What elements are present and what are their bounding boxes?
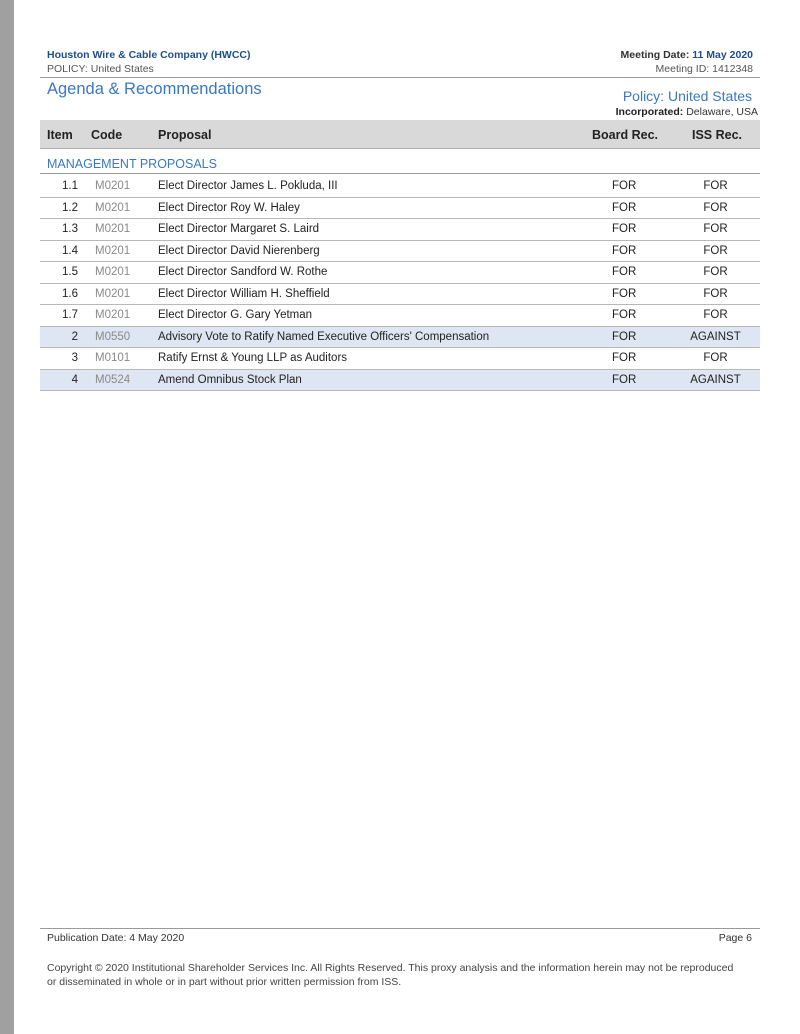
copyright-notice: Copyright © 2020 Institutional Shareholder Services Inc. All Rights Reserved. This proxy analysis and the information herein may not be reproduced or disseminated in whole or in part without prior written permission from ISS. [47, 962, 734, 988]
policy-label: Policy: United States [622, 88, 752, 104]
row-code: M0201 [95, 309, 131, 321]
row-proposal: Elect Director William H. Sheffield [158, 287, 330, 300]
row-proposal: Elect Director Margaret S. Laird [158, 223, 320, 235]
row-code: M0101 [95, 352, 131, 364]
row-item-number: 1.5 [62, 266, 78, 278]
column-header-item: Item [47, 128, 73, 142]
section-label: MANAGEMENT PROPOSALS [47, 157, 217, 171]
table-row [40, 241, 760, 263]
table-row [40, 198, 760, 220]
row-code: M0201 [95, 180, 131, 192]
row-proposal: Elect Director Roy W. Haley [158, 201, 300, 214]
row-board-rec: FOR [612, 201, 637, 214]
row-item-number: 4 [71, 373, 78, 386]
table-row [40, 262, 760, 284]
row-board-rec: FOR [612, 373, 637, 386]
row-code: M0201 [95, 223, 131, 235]
row-board-rec: FOR [612, 180, 637, 192]
table-row [40, 176, 760, 198]
column-header-proposal: Proposal [158, 128, 212, 142]
row-code: M0201 [95, 266, 131, 278]
table-row [40, 219, 760, 241]
row-item-number: 3 [71, 352, 78, 364]
header-divider [40, 77, 760, 78]
row-code: M0201 [95, 201, 131, 214]
page-title: Agenda & Recommendations [47, 80, 262, 98]
document-page [40, 0, 760, 1034]
meeting-date-value: 11 May 2020 [692, 49, 753, 61]
company-name: Houston Wire & Cable Company (HWCC) [47, 49, 251, 61]
table-row [40, 370, 760, 392]
left-margin-bar [0, 0, 14, 1034]
row-iss-rec: FOR [703, 352, 728, 364]
row-proposal: Amend Omnibus Stock Plan [158, 373, 302, 386]
row-iss-rec: AGAINST [690, 373, 741, 386]
row-proposal: Elect Director David Nierenberg [158, 244, 320, 257]
column-header-code: Code [91, 128, 123, 142]
row-item-number: 1.1 [62, 180, 78, 192]
row-iss-rec: FOR [703, 201, 728, 214]
row-board-rec: FOR [612, 287, 637, 300]
row-code: M0201 [95, 244, 131, 257]
incorporated-label: Incorporated: [615, 106, 684, 118]
page-number: Page 6 [718, 932, 752, 944]
row-board-rec: FOR [612, 352, 637, 364]
row-board-rec: FOR [612, 266, 637, 278]
row-proposal: Advisory Vote to Ratify Named Executive Officers' Compensation [158, 330, 490, 343]
row-code: M0201 [95, 287, 131, 300]
row-item-number: 2 [71, 330, 78, 343]
proposal-table-body [40, 176, 760, 391]
row-board-rec: FOR [612, 244, 637, 257]
section-divider [40, 173, 760, 174]
row-item-number: 1.6 [62, 287, 78, 300]
table-row [40, 327, 760, 349]
row-board-rec: FOR [612, 309, 637, 321]
row-iss-rec: AGAINST [690, 330, 741, 343]
incorporated-value: Delaware, USA [686, 106, 758, 118]
footer-divider [40, 928, 760, 929]
table-row [40, 305, 760, 327]
row-proposal: Elect Director Sandford W. Rothe [158, 266, 328, 278]
row-iss-rec: FOR [703, 266, 728, 278]
row-iss-rec: FOR [703, 180, 728, 192]
row-proposal: Elect Director James L. Pokluda, III [158, 180, 338, 192]
publication-date: Publication Date: 4 May 2020 [47, 932, 185, 944]
meeting-id: Meeting ID: 1412348 [655, 63, 753, 75]
column-header-iss-rec: ISS Rec. [692, 128, 743, 142]
incorporated-info [616, 106, 758, 118]
row-item-number: 1.3 [62, 223, 78, 235]
meeting-date [621, 48, 753, 62]
row-proposal: Ratify Ernst & Young LLP as Auditors [158, 352, 348, 364]
row-item-number: 1.4 [62, 244, 78, 257]
table-row [40, 348, 760, 370]
column-header-board-rec: Board Rec. [592, 128, 658, 142]
row-iss-rec: FOR [703, 223, 728, 235]
row-item-number: 1.2 [62, 201, 78, 214]
row-iss-rec: FOR [703, 287, 728, 300]
row-board-rec: FOR [612, 330, 637, 343]
table-row [40, 284, 760, 306]
row-code: M0524 [95, 373, 131, 386]
row-proposal: Elect Director G. Gary Yetman [158, 309, 313, 321]
table-header [40, 120, 760, 149]
policy-line: POLICY: United States [47, 63, 154, 75]
meeting-date-label: Meeting Date: [620, 49, 690, 61]
page-header [47, 48, 753, 76]
row-iss-rec: FOR [703, 309, 728, 321]
row-iss-rec: FOR [703, 244, 728, 257]
row-board-rec: FOR [612, 223, 637, 235]
row-item-number: 1.7 [62, 309, 78, 321]
row-code: M0550 [95, 330, 131, 343]
